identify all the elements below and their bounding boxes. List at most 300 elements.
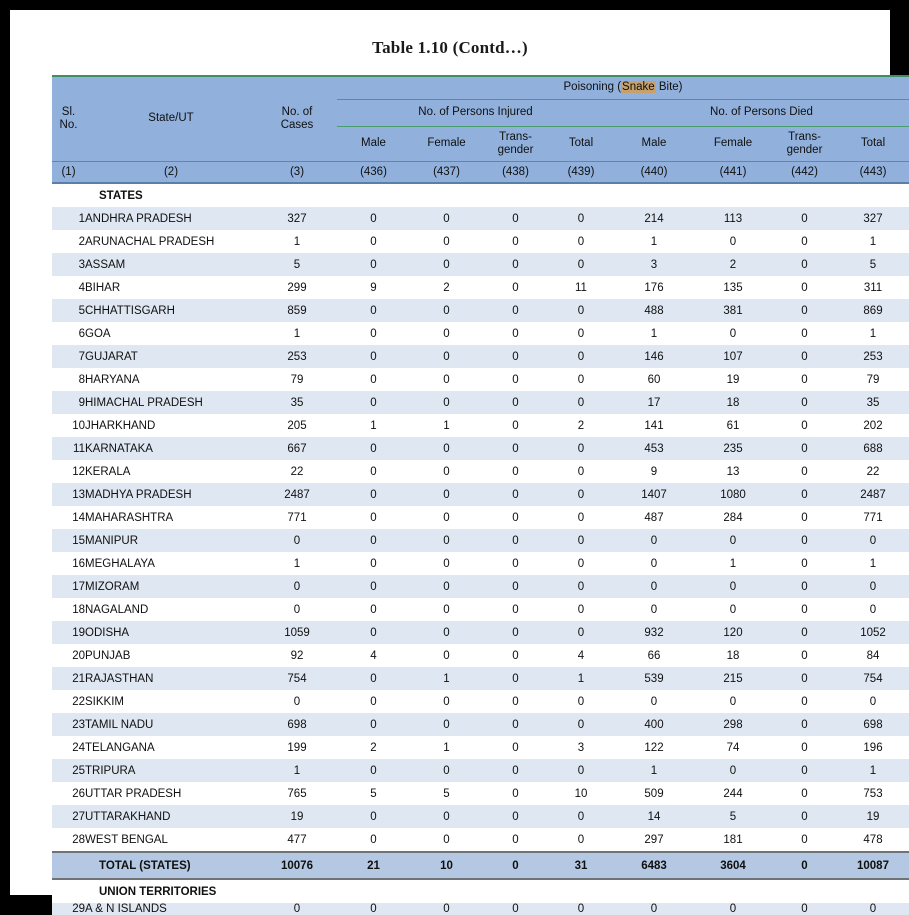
row-serial-number: 22 xyxy=(52,690,85,713)
row-injured-transgender: 0 xyxy=(483,230,548,253)
row-injured-transgender: 0 xyxy=(483,506,548,529)
row-cases: 0 xyxy=(257,529,337,552)
row-state-name: ARUNACHAL PRADESH xyxy=(85,230,257,253)
row-died-male: 509 xyxy=(614,782,694,805)
row-injured-male: 2 xyxy=(337,736,410,759)
row-serial-number: 16 xyxy=(52,552,85,575)
header-cases-line1: No. of xyxy=(281,105,313,118)
row-died-transgender: 0 xyxy=(772,529,837,552)
row-cases: 205 xyxy=(257,414,337,437)
row-injured-total: 0 xyxy=(548,552,614,575)
row-died-total: 2487 xyxy=(837,483,909,506)
table-row[interactable] xyxy=(52,759,909,782)
section-sl-spacer xyxy=(52,183,85,207)
row-injured-transgender: 0 xyxy=(483,621,548,644)
table-row[interactable] xyxy=(52,575,909,598)
row-injured-male: 0 xyxy=(337,598,410,621)
row-died-male: 3 xyxy=(614,253,694,276)
row-injured-female: 0 xyxy=(410,322,483,345)
table-row[interactable] xyxy=(52,667,909,690)
row-died-total: 1052 xyxy=(837,621,909,644)
row-state-name: MADHYA PRADESH xyxy=(85,483,257,506)
row-died-total: 311 xyxy=(837,276,909,299)
row-state-name: TRIPURA xyxy=(85,759,257,782)
row-cases: 0 xyxy=(257,575,337,598)
colnum-436: (436) xyxy=(337,162,410,184)
row-died-female: 298 xyxy=(694,713,772,736)
table-row[interactable] xyxy=(52,368,909,391)
row-died-female: 18 xyxy=(694,644,772,667)
row-cases: 92 xyxy=(257,644,337,667)
row-died-female: 0 xyxy=(694,759,772,782)
row-state-name: A & N ISLANDS xyxy=(85,903,257,915)
row-died-transgender: 0 xyxy=(772,759,837,782)
table-row[interactable] xyxy=(52,598,909,621)
header-sl-no-line1: Sl. xyxy=(61,105,76,118)
row-died-female: 120 xyxy=(694,621,772,644)
section-spacer-cell xyxy=(772,879,837,903)
row-injured-transgender: 0 xyxy=(483,759,548,782)
row-state-name: BIHAR xyxy=(85,276,257,299)
row-died-transgender: 0 xyxy=(772,828,837,852)
row-died-male: 0 xyxy=(614,575,694,598)
row-injured-total: 2 xyxy=(548,414,614,437)
row-injured-female: 1 xyxy=(410,736,483,759)
row-died-female: 381 xyxy=(694,299,772,322)
row-died-male: 1 xyxy=(614,230,694,253)
row-injured-female: 1 xyxy=(410,667,483,690)
row-injured-female: 0 xyxy=(410,437,483,460)
row-died-total: 688 xyxy=(837,437,909,460)
row-died-transgender: 0 xyxy=(772,621,837,644)
row-died-male: 0 xyxy=(614,552,694,575)
row-died-male: 1407 xyxy=(614,483,694,506)
header-state-ut: State/UT xyxy=(85,76,257,162)
header-injured-total: Total xyxy=(548,127,614,162)
row-injured-male: 0 xyxy=(337,253,410,276)
row-injured-transgender: 0 xyxy=(483,736,548,759)
row-injured-total: 0 xyxy=(548,483,614,506)
table-row[interactable] xyxy=(52,437,909,460)
row-died-male: 0 xyxy=(614,690,694,713)
row-state-name: UTTARAKHAND xyxy=(85,805,257,828)
row-injured-total: 0 xyxy=(548,207,614,230)
table-row[interactable] xyxy=(52,460,909,483)
row-injured-male: 0 xyxy=(337,621,410,644)
row-cases: 1 xyxy=(257,552,337,575)
row-injured-female: 5 xyxy=(410,782,483,805)
header-persons-died-group: No. of Persons Died xyxy=(614,100,909,127)
row-injured-male: 0 xyxy=(337,667,410,690)
row-died-total: 0 xyxy=(837,575,909,598)
row-died-female: 1080 xyxy=(694,483,772,506)
row-died-transgender: 0 xyxy=(772,598,837,621)
row-state-name: MEGHALAYA xyxy=(85,552,257,575)
row-died-female: 0 xyxy=(694,598,772,621)
row-died-female: 181 xyxy=(694,828,772,852)
row-died-transgender: 0 xyxy=(772,667,837,690)
row-injured-female: 0 xyxy=(410,506,483,529)
row-died-total: 196 xyxy=(837,736,909,759)
row-serial-number: 10 xyxy=(52,414,85,437)
table-row[interactable] xyxy=(52,276,909,299)
row-died-total: 753 xyxy=(837,782,909,805)
row-died-transgender: 0 xyxy=(772,713,837,736)
row-serial-number: 8 xyxy=(52,368,85,391)
row-injured-transgender: 0 xyxy=(483,575,548,598)
row-died-male: 146 xyxy=(614,345,694,368)
row-injured-transgender: 0 xyxy=(483,529,548,552)
row-injured-male: 0 xyxy=(337,460,410,483)
row-injured-total: 0 xyxy=(548,598,614,621)
row-cases: 2487 xyxy=(257,483,337,506)
table-row[interactable] xyxy=(52,529,909,552)
row-injured-transgender: 0 xyxy=(483,805,548,828)
row-injured-transgender: 0 xyxy=(483,644,548,667)
group-title-prefix: Poisoning ( xyxy=(563,81,622,94)
row-serial-number: 3 xyxy=(52,253,85,276)
row-injured-male: 4 xyxy=(337,644,410,667)
row-died-total: 0 xyxy=(837,903,909,915)
row-died-total: 5 xyxy=(837,253,909,276)
table-row[interactable] xyxy=(52,828,909,852)
row-injured-transgender: 0 xyxy=(483,552,548,575)
row-injured-female: 0 xyxy=(410,299,483,322)
table-row[interactable] xyxy=(52,207,909,230)
section-spacer-cell xyxy=(337,879,410,903)
row-serial-number: 4 xyxy=(52,276,85,299)
row-injured-transgender: 0 xyxy=(483,414,548,437)
row-injured-total: 0 xyxy=(548,230,614,253)
row-injured-male: 0 xyxy=(337,805,410,828)
row-died-female: 113 xyxy=(694,207,772,230)
row-died-transgender: 0 xyxy=(772,852,837,879)
row-state-name: GUJARAT xyxy=(85,345,257,368)
table-row[interactable] xyxy=(52,506,909,529)
row-died-female: 1 xyxy=(694,552,772,575)
row-died-transgender: 0 xyxy=(772,552,837,575)
row-serial-number: 26 xyxy=(52,782,85,805)
row-injured-female: 0 xyxy=(410,345,483,368)
row-injured-total: 0 xyxy=(548,759,614,782)
row-injured-female: 0 xyxy=(410,759,483,782)
row-died-male: 66 xyxy=(614,644,694,667)
row-died-male: 487 xyxy=(614,506,694,529)
row-state-name: PUNJAB xyxy=(85,644,257,667)
row-died-total: 869 xyxy=(837,299,909,322)
row-injured-female: 0 xyxy=(410,621,483,644)
row-died-female: 3604 xyxy=(694,852,772,879)
row-injured-female: 0 xyxy=(410,644,483,667)
header-died-male: Male xyxy=(614,127,694,162)
row-serial-number: 18 xyxy=(52,598,85,621)
section-spacer-cell xyxy=(614,183,694,207)
row-injured-total: 0 xyxy=(548,299,614,322)
row-state-name: TOTAL (STATES) xyxy=(85,852,257,879)
row-died-transgender: 0 xyxy=(772,805,837,828)
row-state-name: ANDHRA PRADESH xyxy=(85,207,257,230)
colnum-2: (2) xyxy=(85,162,257,184)
row-injured-male: 5 xyxy=(337,782,410,805)
row-died-male: 17 xyxy=(614,391,694,414)
section-spacer-cell xyxy=(337,183,410,207)
row-died-female: 0 xyxy=(694,322,772,345)
row-injured-male: 21 xyxy=(337,852,410,879)
row-serial-number: 28 xyxy=(52,828,85,852)
row-injured-female: 0 xyxy=(410,460,483,483)
colnum-441: (441) xyxy=(694,162,772,184)
row-cases: 698 xyxy=(257,713,337,736)
row-died-total: 84 xyxy=(837,644,909,667)
row-injured-female: 0 xyxy=(410,391,483,414)
row-serial-number: 19 xyxy=(52,621,85,644)
page-title: Table 1.10 (Contd…) xyxy=(372,38,528,57)
row-injured-female: 0 xyxy=(410,207,483,230)
row-died-transgender: 0 xyxy=(772,483,837,506)
section-label: UNION TERRITORIES xyxy=(85,879,257,903)
row-died-female: 244 xyxy=(694,782,772,805)
header-injured-transgender xyxy=(483,127,548,162)
row-injured-total: 4 xyxy=(548,644,614,667)
row-died-transgender: 0 xyxy=(772,276,837,299)
row-died-total: 1 xyxy=(837,552,909,575)
row-cases: 1 xyxy=(257,759,337,782)
row-cases: 1059 xyxy=(257,621,337,644)
header-died-transgender xyxy=(772,127,837,162)
row-died-male: 122 xyxy=(614,736,694,759)
row-died-total: 0 xyxy=(837,690,909,713)
row-died-transgender: 0 xyxy=(772,506,837,529)
row-died-total: 253 xyxy=(837,345,909,368)
row-injured-transgender: 0 xyxy=(483,690,548,713)
row-injured-female: 0 xyxy=(410,690,483,713)
row-injured-female: 0 xyxy=(410,903,483,915)
table-row[interactable] xyxy=(52,414,909,437)
row-cases: 1 xyxy=(257,322,337,345)
row-cases: 754 xyxy=(257,667,337,690)
row-died-transgender: 0 xyxy=(772,368,837,391)
row-injured-total: 0 xyxy=(548,621,614,644)
row-injured-female: 0 xyxy=(410,483,483,506)
row-injured-male: 0 xyxy=(337,529,410,552)
section-spacer-cell xyxy=(614,879,694,903)
table-row[interactable] xyxy=(52,391,909,414)
row-cases: 477 xyxy=(257,828,337,852)
header-no-of-cases xyxy=(257,76,337,162)
header-row-group-title xyxy=(52,76,909,100)
row-injured-female: 0 xyxy=(410,368,483,391)
table-row[interactable] xyxy=(52,253,909,276)
row-cases: 327 xyxy=(257,207,337,230)
table-row[interactable] xyxy=(52,322,909,345)
row-injured-total: 0 xyxy=(548,460,614,483)
row-state-name: KARNATAKA xyxy=(85,437,257,460)
row-cases: 5 xyxy=(257,253,337,276)
table-row[interactable] xyxy=(52,903,909,915)
section-spacer-cell xyxy=(410,183,483,207)
section-sl-spacer xyxy=(52,879,85,903)
row-died-female: 235 xyxy=(694,437,772,460)
header-injured-transgender-line2: gender xyxy=(497,144,534,156)
section-spacer-cell xyxy=(257,183,337,207)
table-row[interactable] xyxy=(52,483,909,506)
row-injured-male: 0 xyxy=(337,903,410,915)
row-died-total: 79 xyxy=(837,368,909,391)
header-died-transgender-line1: Trans- xyxy=(788,130,821,143)
row-state-name: NAGALAND xyxy=(85,598,257,621)
row-state-name: TAMIL NADU xyxy=(85,713,257,736)
row-injured-transgender: 0 xyxy=(483,852,548,879)
row-serial-number: 24 xyxy=(52,736,85,759)
row-injured-male: 0 xyxy=(337,322,410,345)
table-row[interactable] xyxy=(52,782,909,805)
row-injured-male: 1 xyxy=(337,414,410,437)
row-injured-transgender: 0 xyxy=(483,299,548,322)
row-injured-male: 0 xyxy=(337,345,410,368)
table-row[interactable] xyxy=(52,644,909,667)
row-serial-number: 14 xyxy=(52,506,85,529)
row-died-male: 214 xyxy=(614,207,694,230)
row-died-male: 297 xyxy=(614,828,694,852)
row-injured-transgender: 0 xyxy=(483,598,548,621)
header-died-transgender-line2: gender xyxy=(786,144,823,156)
row-injured-female: 0 xyxy=(410,828,483,852)
row-cases: 199 xyxy=(257,736,337,759)
row-died-transgender: 0 xyxy=(772,230,837,253)
colnum-442: (442) xyxy=(772,162,837,184)
row-died-total: 19 xyxy=(837,805,909,828)
row-state-name: JHARKHAND xyxy=(85,414,257,437)
row-injured-transgender: 0 xyxy=(483,667,548,690)
row-injured-transgender: 0 xyxy=(483,253,548,276)
table-row[interactable] xyxy=(52,230,909,253)
row-died-total: 202 xyxy=(837,414,909,437)
table-body xyxy=(52,183,909,915)
row-injured-transgender: 0 xyxy=(483,345,548,368)
table-row[interactable] xyxy=(52,713,909,736)
table-row[interactable] xyxy=(52,690,909,713)
row-died-male: 932 xyxy=(614,621,694,644)
row-died-male: 14 xyxy=(614,805,694,828)
group-title-suffix: Bite) xyxy=(655,81,683,94)
section-spacer-cell xyxy=(548,879,614,903)
row-injured-female: 0 xyxy=(410,552,483,575)
row-injured-male: 0 xyxy=(337,575,410,598)
row-injured-total: 10 xyxy=(548,782,614,805)
row-died-female: 0 xyxy=(694,575,772,598)
row-serial-number: 15 xyxy=(52,529,85,552)
row-injured-male: 0 xyxy=(337,483,410,506)
row-injured-male: 0 xyxy=(337,506,410,529)
row-died-female: 0 xyxy=(694,230,772,253)
row-injured-male: 0 xyxy=(337,690,410,713)
header-injured-transgender-line1: Trans- xyxy=(499,130,532,143)
row-serial-number: 5 xyxy=(52,299,85,322)
row-injured-total: 0 xyxy=(548,322,614,345)
row-cases: 771 xyxy=(257,506,337,529)
row-serial-number: 13 xyxy=(52,483,85,506)
row-died-transgender: 0 xyxy=(772,299,837,322)
row-cases: 1 xyxy=(257,230,337,253)
row-injured-total: 1 xyxy=(548,667,614,690)
row-serial-number: 12 xyxy=(52,460,85,483)
row-died-transgender: 0 xyxy=(772,736,837,759)
header-injured-male: Male xyxy=(337,127,410,162)
row-died-female: 19 xyxy=(694,368,772,391)
table-row[interactable] xyxy=(52,299,909,322)
row-state-name: RAJASTHAN xyxy=(85,667,257,690)
table-row[interactable] xyxy=(52,805,909,828)
table-row[interactable] xyxy=(52,552,909,575)
row-injured-male: 0 xyxy=(337,828,410,852)
row-died-transgender: 0 xyxy=(772,207,837,230)
section-header-states xyxy=(52,183,909,207)
row-died-transgender: 0 xyxy=(772,437,837,460)
row-died-female: 13 xyxy=(694,460,772,483)
row-serial-number: 29 xyxy=(52,903,85,915)
table-row-total[interactable] xyxy=(52,852,909,879)
row-injured-total: 0 xyxy=(548,253,614,276)
colnum-440: (440) xyxy=(614,162,694,184)
table-row[interactable] xyxy=(52,736,909,759)
row-injured-male: 9 xyxy=(337,276,410,299)
row-died-total: 1 xyxy=(837,759,909,782)
row-injured-male: 0 xyxy=(337,759,410,782)
row-serial-number: 25 xyxy=(52,759,85,782)
row-serial-number: 27 xyxy=(52,805,85,828)
header-poisoning-group xyxy=(337,76,909,100)
colnum-3: (3) xyxy=(257,162,337,184)
row-died-transgender: 0 xyxy=(772,644,837,667)
row-died-male: 1 xyxy=(614,759,694,782)
table-row[interactable] xyxy=(52,621,909,644)
header-persons-injured-group: No. of Persons Injured xyxy=(337,100,614,127)
table-row[interactable] xyxy=(52,345,909,368)
row-serial-number: 1 xyxy=(52,207,85,230)
row-injured-male: 0 xyxy=(337,230,410,253)
table-container xyxy=(52,75,889,915)
row-died-transgender: 0 xyxy=(772,322,837,345)
row-cases: 253 xyxy=(257,345,337,368)
row-injured-male: 0 xyxy=(337,552,410,575)
row-died-male: 0 xyxy=(614,903,694,915)
row-injured-transgender: 0 xyxy=(483,782,548,805)
row-injured-total: 0 xyxy=(548,903,614,915)
row-died-transgender: 0 xyxy=(772,575,837,598)
section-spacer-cell xyxy=(483,183,548,207)
row-cases: 0 xyxy=(257,598,337,621)
row-injured-female: 10 xyxy=(410,852,483,879)
section-spacer-cell xyxy=(837,183,909,207)
row-injured-transgender: 0 xyxy=(483,828,548,852)
row-cases: 79 xyxy=(257,368,337,391)
row-died-transgender: 0 xyxy=(772,903,837,915)
row-injured-transgender: 0 xyxy=(483,437,548,460)
row-died-male: 1 xyxy=(614,322,694,345)
row-died-total: 1 xyxy=(837,230,909,253)
row-serial-number: 7 xyxy=(52,345,85,368)
row-cases: 10076 xyxy=(257,852,337,879)
row-died-female: 107 xyxy=(694,345,772,368)
row-died-male: 539 xyxy=(614,667,694,690)
row-injured-female: 0 xyxy=(410,230,483,253)
section-spacer-cell xyxy=(548,183,614,207)
row-state-name: HARYANA xyxy=(85,368,257,391)
row-died-male: 6483 xyxy=(614,852,694,879)
row-died-female: 215 xyxy=(694,667,772,690)
row-died-female: 0 xyxy=(694,690,772,713)
row-died-total: 754 xyxy=(837,667,909,690)
